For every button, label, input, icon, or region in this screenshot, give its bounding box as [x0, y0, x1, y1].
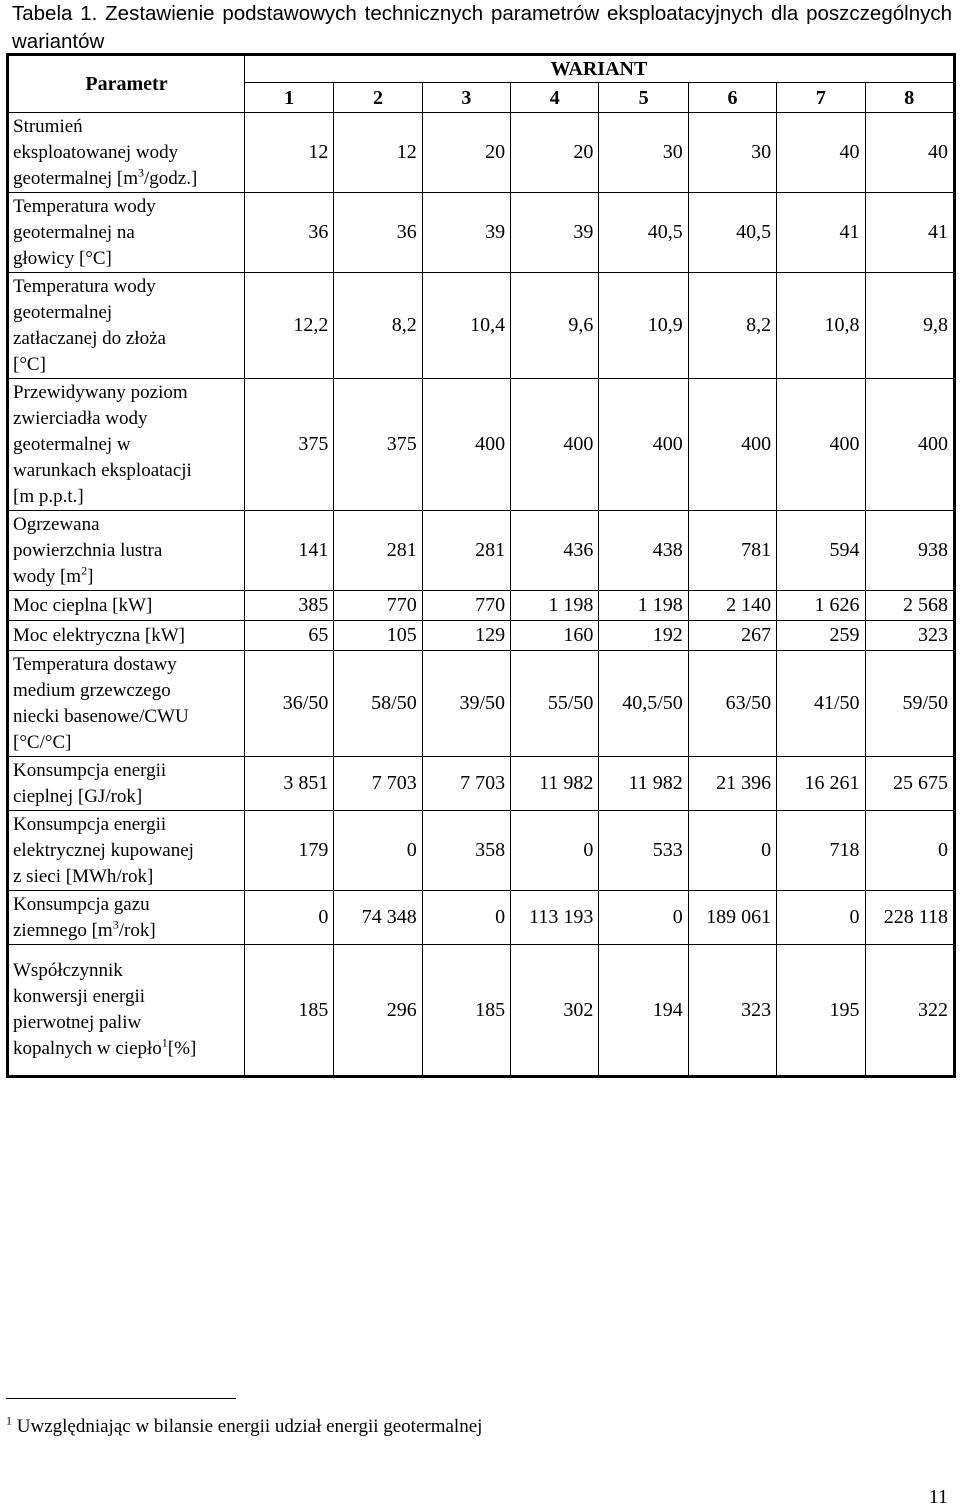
label-line [13, 730, 244, 756]
value-cell: 30 [599, 113, 688, 193]
label-text: konwersji energii [13, 986, 146, 1007]
param-header: Parametr [8, 55, 245, 113]
value-cell: 718 [777, 811, 865, 891]
value-cell: 7 703 [422, 757, 510, 811]
variant-number: 6 [688, 83, 776, 113]
value-cell: 438 [599, 511, 688, 591]
value-cell: 39 [422, 193, 510, 273]
value-cell: 194 [599, 945, 688, 1077]
label-line [13, 114, 244, 140]
label-line [13, 1010, 244, 1036]
footnote [6, 1413, 483, 1438]
label-text: Temperatura dostawy [13, 653, 177, 675]
label-line [13, 484, 244, 510]
label-line [13, 704, 244, 730]
variant-number: 1 [244, 83, 333, 113]
label-text: ziemnego [m [13, 919, 113, 941]
value-cell: 40,5/50 [599, 651, 688, 757]
label-line [13, 512, 244, 538]
value-cell: 533 [599, 811, 688, 891]
label-text: [m p.p.t.] [13, 485, 84, 507]
variant-header: WARIANT [244, 55, 954, 83]
table-row [8, 591, 955, 621]
value-cell: 0 [511, 811, 599, 891]
table-row [8, 621, 955, 651]
label-line [13, 678, 244, 704]
value-cell: 770 [422, 591, 510, 621]
value-cell: 39/50 [422, 651, 510, 757]
value-cell: 41 [777, 193, 865, 273]
value-cell: 0 [422, 891, 510, 945]
label-text: z sieci [MWh/rok] [13, 865, 154, 887]
table-row [8, 651, 955, 757]
value-cell: 16 261 [777, 757, 865, 811]
table-row [8, 193, 955, 273]
value-cell: 74 348 [334, 891, 422, 945]
value-cell: 0 [334, 811, 422, 891]
label-text: geotermalnej w [13, 433, 131, 455]
table-row [8, 945, 955, 1077]
label-text: Konsumpcja energii [13, 813, 167, 835]
value-cell: 400 [865, 379, 955, 511]
parameter-label [8, 193, 245, 273]
value-cell: 400 [777, 379, 865, 511]
label-text: Konsumpcja energii [13, 759, 167, 781]
value-cell: 7 703 [334, 757, 422, 811]
table-row [8, 511, 955, 591]
label-text: kopalnych w ciepło [13, 1038, 162, 1059]
value-cell: 323 [688, 945, 776, 1077]
value-cell: 20 [511, 113, 599, 193]
value-cell: 385 [244, 591, 333, 621]
value-cell: 11 982 [511, 757, 599, 811]
parameter-label [8, 273, 245, 379]
variant-number: 3 [422, 83, 510, 113]
value-cell: 59/50 [865, 651, 955, 757]
value-cell: 296 [334, 945, 422, 1077]
value-cell: 11 982 [599, 757, 688, 811]
value-cell: 113 193 [511, 891, 599, 945]
label-fragment: [%] [167, 1038, 197, 1059]
value-cell: 281 [334, 511, 422, 591]
label-text: [°C/°C] [13, 731, 72, 753]
label-text: Temperatura wody [13, 275, 156, 297]
value-cell: 40,5 [599, 193, 688, 273]
value-cell: 10,9 [599, 273, 688, 379]
value-cell: 12 [334, 113, 422, 193]
label-line [13, 538, 244, 564]
label-text: eksploatowanej wody [13, 141, 179, 163]
value-cell: 20 [422, 113, 510, 193]
value-cell: 9,8 [865, 273, 955, 379]
value-cell: 41/50 [777, 651, 865, 757]
label-line [13, 300, 244, 326]
label-line [13, 1036, 244, 1062]
label-line [13, 380, 244, 406]
value-cell: 228 118 [865, 891, 955, 945]
label-line [13, 246, 244, 272]
value-cell: 65 [244, 621, 333, 651]
superscript: 3 [112, 917, 119, 932]
parameter-label [8, 621, 245, 651]
label-fragment: /rok] [118, 919, 156, 941]
label-text: warunkach eksploatacji [13, 459, 192, 481]
label-line [13, 958, 244, 984]
value-cell: 55/50 [511, 651, 599, 757]
value-cell: 129 [422, 621, 510, 651]
value-cell: 39 [511, 193, 599, 273]
value-cell: 259 [777, 621, 865, 651]
value-cell: 160 [511, 621, 599, 651]
label-line [13, 274, 244, 300]
table-row [8, 379, 955, 511]
label-text: Konsumpcja gazu [13, 893, 150, 915]
label-text: medium grzewczego [13, 679, 171, 701]
variant-number: 4 [511, 83, 599, 113]
table-row [8, 273, 955, 379]
footnote-text: Uwzględniając w bilansie energii udział energii geotermalnej [16, 1416, 483, 1437]
value-cell: 0 [599, 891, 688, 945]
value-cell: 21 396 [688, 757, 776, 811]
parameter-label [8, 945, 245, 1077]
value-cell: 10,8 [777, 273, 865, 379]
table-row [8, 113, 955, 193]
parameter-label [8, 811, 245, 891]
label-text: Temperatura wody [13, 195, 156, 217]
value-cell: 358 [422, 811, 510, 891]
value-cell: 1 626 [777, 591, 865, 621]
value-cell: 400 [422, 379, 510, 511]
parameter-label [8, 757, 245, 811]
parameter-label [8, 891, 245, 945]
table-row [8, 757, 955, 811]
value-cell: 36 [334, 193, 422, 273]
value-cell: 281 [422, 511, 510, 591]
value-cell: 36/50 [244, 651, 333, 757]
value-cell: 3 851 [244, 757, 333, 811]
value-cell: 436 [511, 511, 599, 591]
value-cell: 1 198 [511, 591, 599, 621]
label-text: cieplnej [GJ/rok] [13, 785, 143, 807]
label-text: pierwotnej paliw [13, 1012, 142, 1033]
value-cell: 105 [334, 621, 422, 651]
value-cell: 0 [865, 811, 955, 891]
variant-number: 8 [865, 83, 955, 113]
label-text: zatłaczanej do złoża [13, 327, 166, 349]
parameter-label [8, 379, 245, 511]
label-fragment: /godz.] [144, 167, 198, 189]
value-cell: 400 [599, 379, 688, 511]
table-row [8, 891, 955, 945]
value-cell: 770 [334, 591, 422, 621]
label-line [13, 984, 244, 1010]
value-cell: 10,4 [422, 273, 510, 379]
label-text: geotermalnej na [13, 221, 135, 243]
value-cell: 323 [865, 621, 955, 651]
value-cell: 30 [688, 113, 776, 193]
label-line [13, 458, 244, 484]
label-line [13, 166, 244, 192]
label-text: zwierciadła wody [13, 407, 148, 429]
parameters-table [6, 53, 956, 1078]
label-text: Ogrzewana [13, 513, 100, 535]
label-text: Moc cieplna [kW] [13, 594, 153, 616]
value-cell: 195 [777, 945, 865, 1077]
value-cell: 192 [599, 621, 688, 651]
value-cell: 375 [244, 379, 333, 511]
value-cell: 2 568 [865, 591, 955, 621]
value-cell: 58/50 [334, 651, 422, 757]
value-cell: 179 [244, 811, 333, 891]
value-cell: 141 [244, 511, 333, 591]
label-line [13, 623, 244, 649]
label-line [13, 838, 244, 864]
value-cell: 189 061 [688, 891, 776, 945]
value-cell: 781 [688, 511, 776, 591]
value-cell: 267 [688, 621, 776, 651]
value-cell: 0 [244, 891, 333, 945]
label-line [13, 812, 244, 838]
label-text: geotermalnej [13, 301, 113, 323]
label-line [13, 140, 244, 166]
value-cell: 40 [865, 113, 955, 193]
label-text: elektrycznej kupowanej [13, 839, 194, 861]
label-text: Moc elektryczna [kW] [13, 624, 185, 646]
label-line [13, 864, 244, 890]
variant-number: 7 [777, 83, 865, 113]
value-cell: 41 [865, 193, 955, 273]
value-cell: 25 675 [865, 757, 955, 811]
value-cell: 40 [777, 113, 865, 193]
label-line [13, 352, 244, 378]
value-cell: 8,2 [688, 273, 776, 379]
label-line [13, 593, 244, 619]
parameter-label [8, 511, 245, 591]
value-cell: 322 [865, 945, 955, 1077]
label-line [13, 652, 244, 678]
value-cell: 36 [244, 193, 333, 273]
label-line [13, 758, 244, 784]
value-cell: 63/50 [688, 651, 776, 757]
value-cell: 594 [777, 511, 865, 591]
footnote-rule [6, 1398, 236, 1399]
label-text: głowicy [°C] [13, 247, 112, 269]
label-text: niecki basenowe/CWU [13, 705, 189, 727]
value-cell: 400 [511, 379, 599, 511]
value-cell: 9,6 [511, 273, 599, 379]
value-cell: 8,2 [334, 273, 422, 379]
variant-number: 5 [599, 83, 688, 113]
value-cell: 302 [511, 945, 599, 1077]
superscript: 2 [81, 563, 88, 578]
superscript: 1 [161, 1035, 168, 1050]
label-line [13, 564, 244, 590]
parameter-label [8, 651, 245, 757]
label-text: Przewidywany poziom [13, 381, 188, 403]
parameter-label [8, 591, 245, 621]
value-cell: 0 [688, 811, 776, 891]
value-cell: 12 [244, 113, 333, 193]
value-cell: 1 198 [599, 591, 688, 621]
label-line [13, 432, 244, 458]
label-fragment: ] [87, 565, 94, 587]
value-cell: 12,2 [244, 273, 333, 379]
label-line [13, 406, 244, 432]
table-row [8, 811, 955, 891]
value-cell: 938 [865, 511, 955, 591]
label-line [13, 784, 244, 810]
value-cell: 0 [777, 891, 865, 945]
label-text: wody [m [13, 565, 82, 587]
label-text: Współczynnik [13, 960, 123, 981]
label-line [13, 918, 244, 944]
value-cell: 2 140 [688, 591, 776, 621]
page-number: 11 [928, 1486, 948, 1508]
value-cell: 40,5 [688, 193, 776, 273]
value-cell: 400 [688, 379, 776, 511]
label-line [13, 892, 244, 918]
label-text: powierzchnia lustra [13, 539, 163, 561]
label-line [13, 194, 244, 220]
variant-number: 2 [334, 83, 422, 113]
value-cell: 185 [422, 945, 510, 1077]
footnote-mark: 1 [6, 1413, 12, 1428]
label-text: [°C] [13, 353, 46, 375]
label-line [13, 326, 244, 352]
superscript: 3 [138, 165, 145, 180]
value-cell: 185 [244, 945, 333, 1077]
parameter-label [8, 113, 245, 193]
table-caption: Tabela 1. Zestawienie podstawowych technicznych parametrów eksploatacyjnych dla poszczególnych wariantów [12, 2, 952, 53]
value-cell: 375 [334, 379, 422, 511]
label-text: geotermalnej [m [13, 167, 139, 189]
label-line [13, 220, 244, 246]
label-text: Strumień [13, 115, 83, 137]
